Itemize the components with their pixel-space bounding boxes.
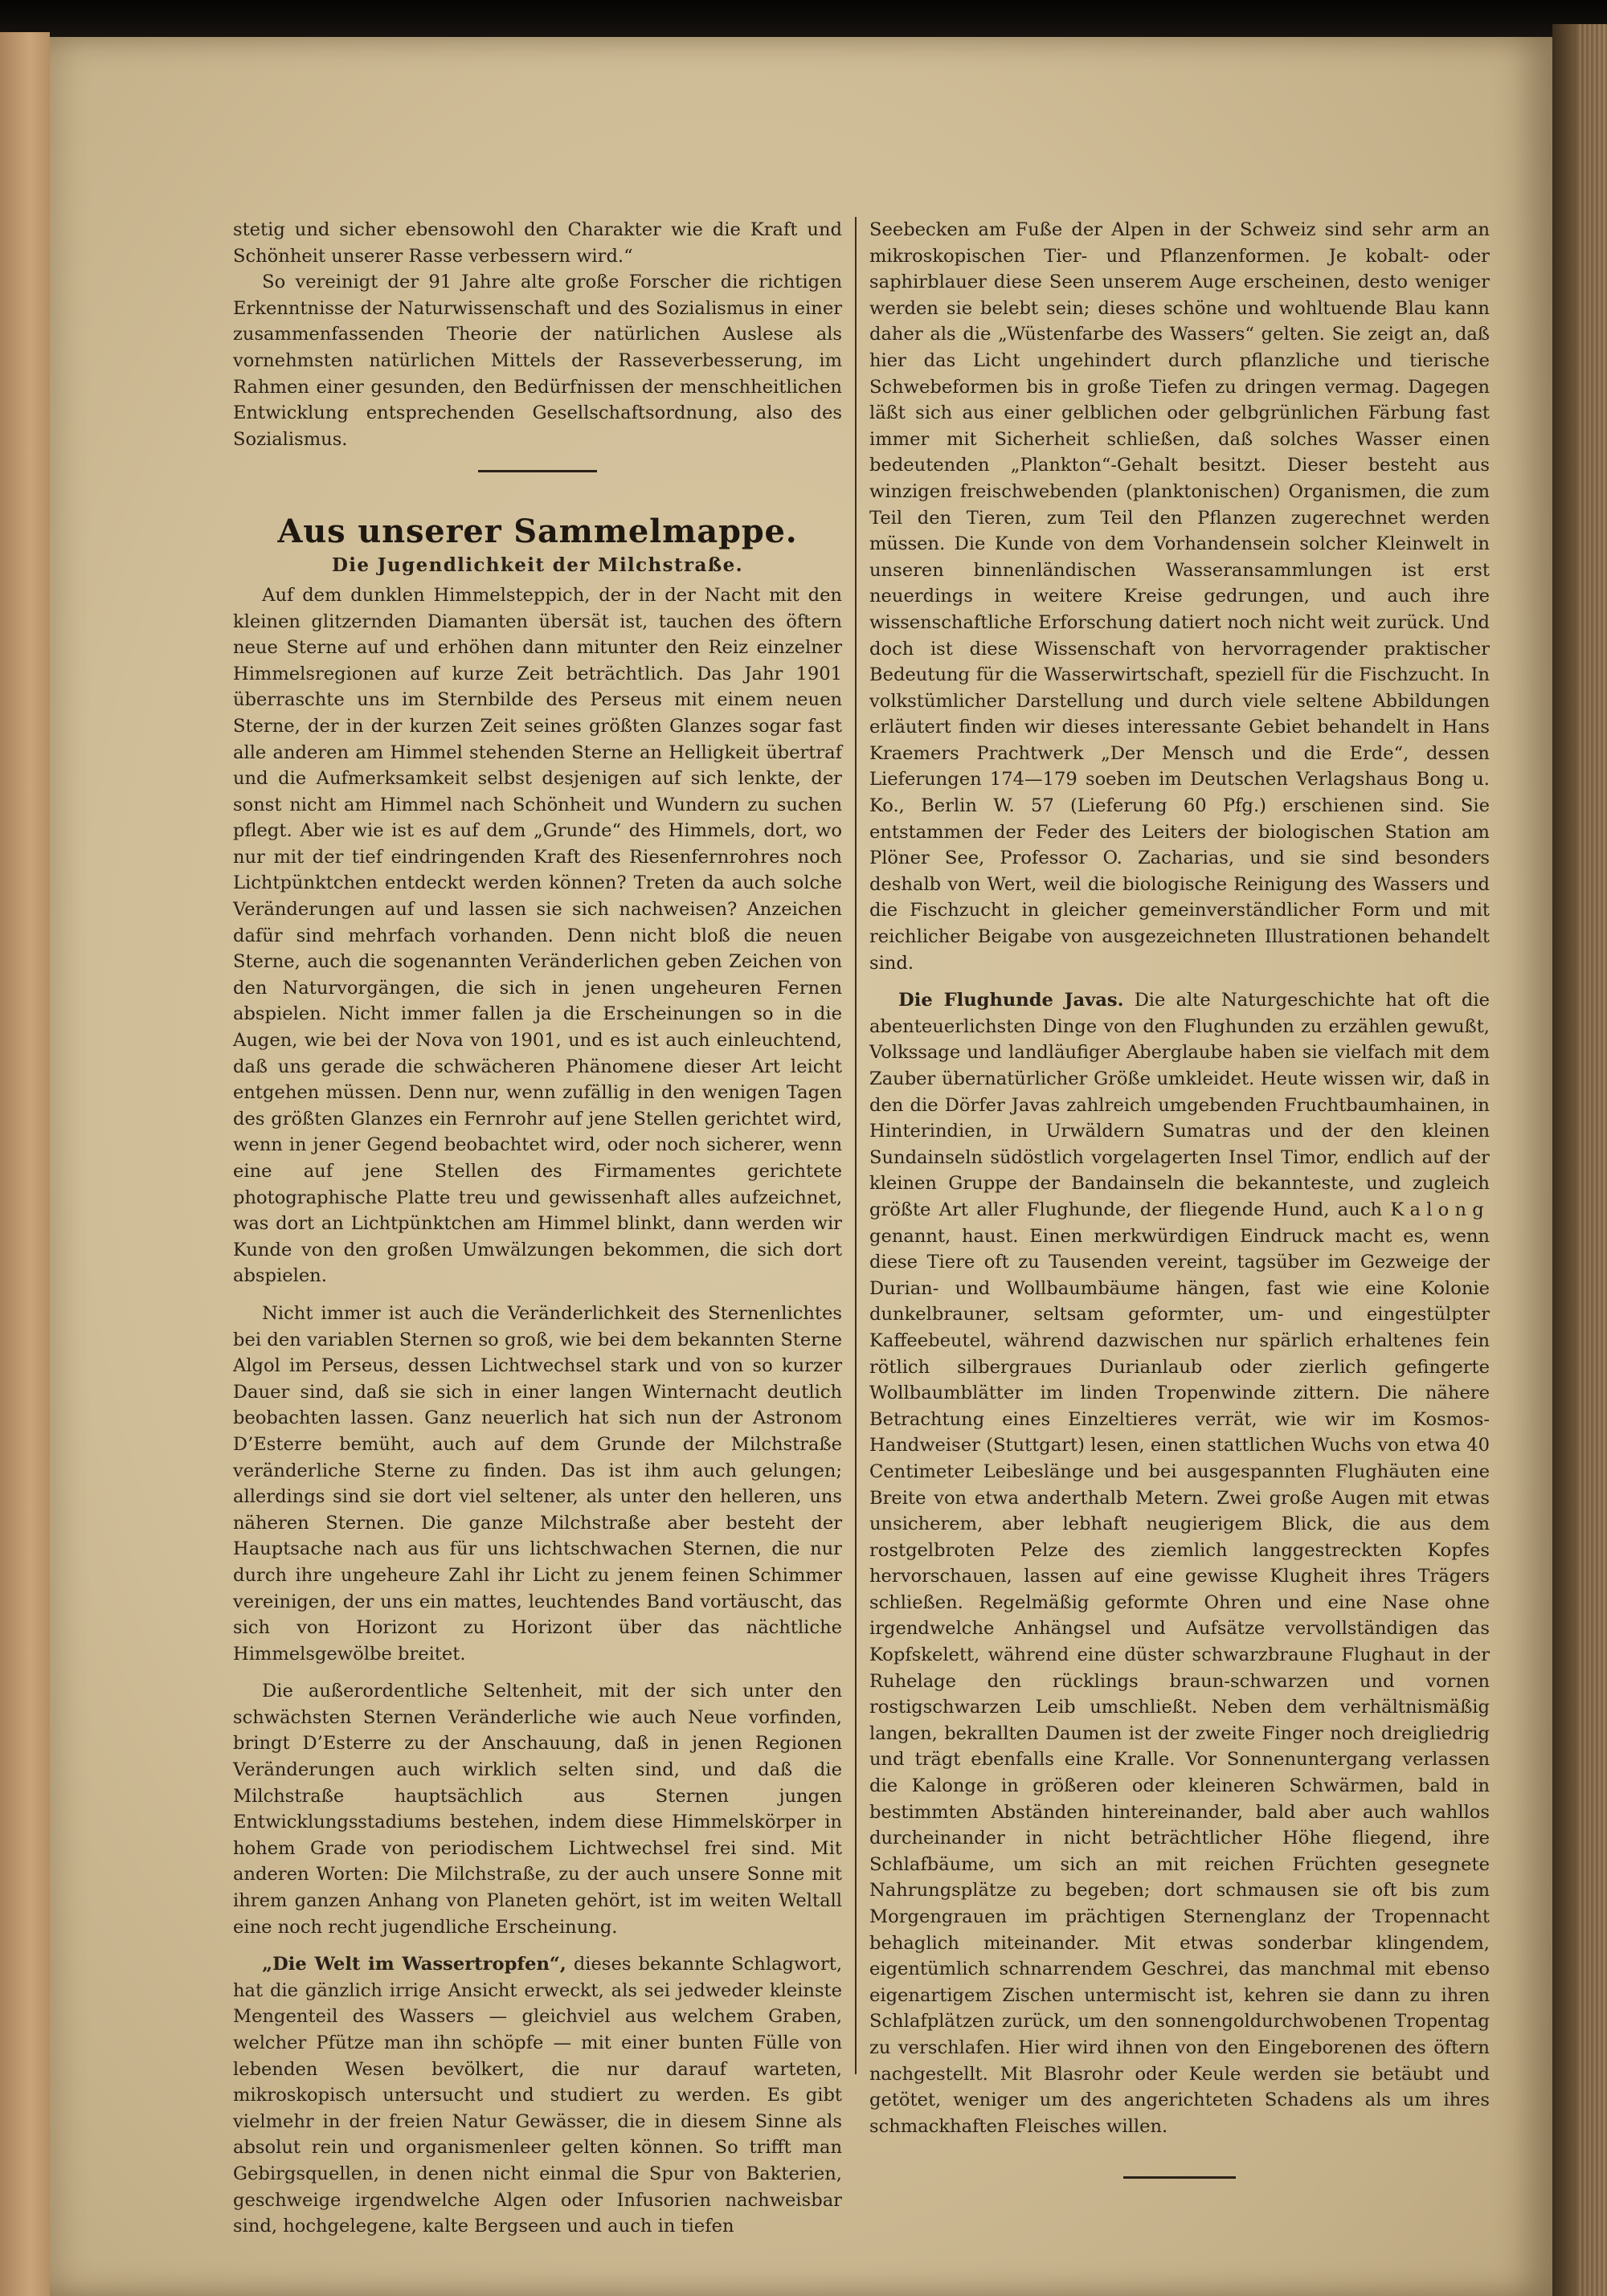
intro-paragraph-2: So vereinigt der 91 Jahre alte große Forscher die richtigen Erkenntnisse der Naturwissenschaft und des Sozialismus in einer zusammenfassenden Theorie der natürlichen Auslese als vornehmsten natürlichen Mittels der Rasseverbesserung, im Rahmen einer gesunden, den Bedürfnissen der menschheitlichen Entwicklung entsprechenden Gesellschaftsordnung, also des Sozialismus. <box>233 272 842 450</box>
article-milky-way-paragraph-2: Nicht immer ist auch die Veränderlichkeit des Sternenlichtes bei den variablen Sternen so groß, wie bei dem bekannten Sterne Algol im Perseus, dessen Lichtwechsel stark und von so kurzer Dauer sind, daß sie sich in einer langen Winternacht deutlich beobachten lassen. Ganz neuerlich hat sich nun der Astronom D’Esterre bemüht, auch auf dem Grunde der Milchstraße veränderliche Sterne zu finden. Das ist ihm auch gelungen; allerdings sind sie dort viel seltener, als unter den helleren, uns näheren Sternen. Die ganze Milchstraße aber besteht der Hauptsache nach aus für uns lichtschwachen Sternen, die nur durch ihre ungeheure Zahl ihr Licht zu jenem feinen Schimmer vereinigen, der uns ein mattes, leuchtendes Band vortäuscht, das sich von Horizont zu Horizont über das nächtliche Himmelsgewölbe breitet. <box>233 1302 842 1665</box>
left-column <box>233 217 842 2240</box>
section-title: Aus unserer Sammelmappe. <box>277 513 798 551</box>
article-flying-foxes-text-2: genannt, haust. Einen merkwürdigen Eindruck macht es, wenn diese Tiere oft zu Tausenden vereint, tagsüber im Gezweige der Durian- und Wollbaumbäume hängen, fast wie eine Kolonie dunkelbrauner, seltsam geformter, um- und eingestülpter Kaffeebeutel, während dazwischen nur spärlich erhaltenes fein rötlich silbergraues Durianlaub oder zierlich gefingerte Wollbaumblätter im linden Tropenwinde zittern. Die nähere Betrachtung eines Einzeltieres verrät, wie wir im Kosmos-Handweiser (Stuttgart) lesen, einen stattlichen Wuchs von etwa 40 Centimeter Leibeslänge und bei ausgespannten Flughäuten eine Breite von etwa anderthalb Metern. Zwei große Augen mit etwas unsicherem, aber lebhaft neugierigem Blick, die aus dem rostgelbroten Pelze des ziemlich langgestreckten Kopfes hervorschauen, lassen auf eine gewisse Klugheit ihres Trägers schließen. Regelmäßig geformte Ohren und eine Nase ohne irgendwelche Anhängsel und Aufsätze vervollständigen das Kopfskelett, während eine düster schwarzbraune Flughaut in der Ruhelage den rücklings braun-schwarzen und vornen rostigschwarzen Leib umschließt. Neben dem verhältnismäßig langen, bekrallten Daumen ist der zweite Finger noch dreigliedrig und trägt ebenfalls eine Kralle. Vor Sonnenuntergang verlassen die Kalonge in größeren oder kleineren Schwärmen, bald in bestimmten Abständen hintereinander, bald aber auch wahllos durcheinander in nicht beträchtlicher Höhe fliegend, ihre Schlafbäume, um sich an mit reichen Früchten gesegnete Nahrungsplätze zu begeben; dort schmausen sie oft bis zum Morgengrauen im prächtigen Sternenglanz der Tropennacht behaglich miteinander. Mit etwas sonderbar klingendem, eigentümlich schnarrendem Geschrei, das manchmal mit ebenso eigenartigem Zischen untermischt ist, kehren sie dann zu ihren Schlafplätzen zurück, um den sonnengoldurchwobenen Tropentag zu verschlafen. Hier wird ihnen von den Eingeborenen des öftern nachgestellt. Mit Blasrohr oder Keule werden sie betäubt und getötet, weniger um des angerichteten Schadens als um ihres schmackhaften Fleisches willen. <box>869 1225 1490 2137</box>
article-flying-foxes-paragraph <box>869 987 1490 2139</box>
page-stack-edge <box>1552 24 1607 2296</box>
book-spine <box>0 32 50 2296</box>
section-divider <box>478 470 597 472</box>
article-title-water-drop: „Die Welt im Wassertropfen“, <box>262 1954 566 1975</box>
article-milky-way-paragraph-1: Auf dem dunklen Himmelsteppich, der in der Nacht mit den kleinen glitzernden Diamanten übersät ist, tauchen des öftern neue Sterne auf und erhöhen dann mitunter den Reiz einzelner Himmelsregionen auf kurze Zeit beträchtlich. Das Jahr 1901 überraschte uns im Sternbilde des Perseus mit einem neuen Sterne, der in der kurzen Zeit seines größten Glanzes sogar fast alle anderen am Himmel stehenden Sterne an Helligkeit übertraf und die Aufmerksamkeit selbst desjenigen auf sich lenkte, der sonst nicht am Himmel nach Schönheit und Wundern zu suchen pflegt. Aber wie ist es auf dem „Grunde“ des Himmels, dort, wo nur mit der tief eindringenden Kraft des Riesenfernrohres noch Lichtpünktchen entdeckt werden können? Treten da auch solche Veränderungen auf und lassen sie sich nachweisen? Anzeichen dafür sind mehrfach vorhanden. Denn nicht bloß die neuen Sterne, auch die sogenannten Veränderlichen geben Zeichen von den Naturvorgängen, die sich in jenen ungeheuren Fernen abspielen. Nicht immer fallen ja die Erscheinungen so in die Augen, wie bei der Nova von 1901, und es ist auch einleuchtend, daß uns gerade die schwächeren Phänomene dieser Art leicht entgehen müssen. Denn nur, wenn zufällig in den wenigen Tagen des größten Glanzes ein Fernrohr auf jene Stellen gerichtet wird, wenn in jener Gegend beobachtet wird, oder noch sicherer, wenn eine auf jene Stellen des Firmamentes gerichtete photographische Platte treu und gewissenhaft alles aufzeichnet, was dort an Lichtpünktchen am Himmel blinkt, dann werden wir Kunde von den großen Umwälzungen bekommen, die sich dort abspielen. <box>233 584 842 1287</box>
column-divider <box>855 217 857 2074</box>
article-water-drop-continuation: Seebecken am Fuße der Alpen in der Schweiz sind sehr arm an mikroskopischen Tier- und Pflanzenformen. Je kobalt- oder saphirblauer diese Seen unserem Auge erscheinen, desto weniger werden sie belebt sein; dieses schöne und wohltuende Blau kann daher als die „Wüstenfarbe des Wassers“ gelten. Sie zeigt an, daß hier das Licht ungehindert durch pflanzliche und tierische Schwebeformen bis in große Tiefen zu dringen vermag. Dagegen läßt sich aus einer gelblichen oder gelbgrünlichen Färbung fast immer mit Sicherheit schließen, daß solches Wasser einen bedeutenden „Plankton“-Gehalt besitzt. Dieser besteht aus winzigen freischwebenden (planktonischen) Organismen, die zum Teil den Tieren, zum Teil den Pflanzen zugerechnet werden müssen. Die Kunde von dem Vorhandensein solcher Kleinwelt in unseren binnenländischen Wasseransammlungen ist erst neuerdings in weitere Kreise gedrungen, und auch ihre wissenschaftliche Erforschung datiert noch nicht weit zurück. Und doch ist diese Wissenschaft von hervorragender praktischer Bedeutung für die Wasserwirtschaft, speziell für die Fischzucht. In volkstümlicher Darstellung und durch viele seltene Abbildungen erläutert finden wir dieses interessante Gebiet behandelt in Hans Kraemers Prachtwerk „Der Mensch und die Erde“, dessen Lieferungen 174—179 soeben im Deutschen Verlagshaus Bong u. Ko., Berlin W. 57 (Lieferung 60 Pfg.) erschienen sind. Sie entstammen der Feder des Leiters der biologischen Station am Plöner See, Professor O. Zacharias, und sie sind besonders deshalb von Wert, weil die biologische Reinigung des Wassers und die Fischzucht in gleicher gemeinverständlicher Form und mit reichlicher Beigabe von ausgezeichneten Illustrationen behandelt sind. <box>869 219 1490 974</box>
right-column <box>869 217 1490 2179</box>
article-water-drop-text: dieses bekannte Schlagwort, hat die gänzlich irrige Ansicht erweckt, als sei jedweder kleinste Mengenteil des Wassers — gleichviel aus welchem Graben, welcher Pfütze man ihn schöpfe — mit einer bunten Fülle von lebenden Wesen bevölkert, die nur darauf warteten, mikroskopisch untersucht und studiert zu werden. Es gibt vielmehr in der freien Natur Gewässer, die in diesem Sinne als absolut rein und organismenleer gelten können. So trifft man Gebirgsquellen, in denen nicht einmal die Spur von Bakterien, geschweige irgendwelche Algen oder Infusorien nachweisbar sind, hochgelegene, kalte Bergseen und auch in tiefen <box>233 1954 843 2237</box>
kalong-word: Kalong <box>1390 1199 1490 1220</box>
article-water-drop-paragraph <box>233 1951 842 2240</box>
intro-paragraph-1: stetig und sicher ebensowohl den Charakter wie die Kraft und Schönheit unserer Rasse verbessern wird.“ <box>233 219 842 267</box>
article-milky-way-paragraph-3: Die außerordentliche Seltenheit, mit der sich unter den schwächsten Sternen Veränderliche wie auch Neue vorfinden, bringt D’Esterre zu der Anschauung, daß in jenen Regionen Veränderungen auch wirklich selten sind, und daß die Milchstraße hauptsächlich aus Sternen jungen Entwicklungsstadiums bestehen, indem diese Himmelskörper in hohem Grade von periodischem Lichtwechsel frei sind. Mit anderen Worten: Die Milchstraße, zu der auch unsere Sonne mit ihrem ganzen Anhang von Planeten gehört, ist im weiten Weltall eine noch recht jugendliche Erscheinung. <box>233 1681 842 1938</box>
end-divider <box>1123 2176 1236 2179</box>
article-title-flying-foxes: Die Flughunde Javas. <box>898 990 1124 1011</box>
article-flying-foxes-text-1: Die alte Naturgeschichte hat oft die abenteuerlichsten Dinge von den Flughunden zu erzählen gewußt, Volkssage und landläufiger Aberglaube haben sie vielfach mit dem Zauber übernatürlicher Größe umkleidet. Heute wissen wir, daß in den die Dörfer Javas zahlreich umgebenden Fruchtbaumhainen, in Hinterindien, in Urwäldern Sumatras und der den kleinen Sundainseln südöstlich vorgelagerten Insel Timor, endlich auf der kleinen Gruppe der Bandainseln die bekannteste, und zugleich größte Art aller Flughunde, der fliegende Hund, auch <box>869 990 1490 1220</box>
article-title-milky-way: Die Jugendlichkeit der Milchstraße. <box>331 554 744 577</box>
